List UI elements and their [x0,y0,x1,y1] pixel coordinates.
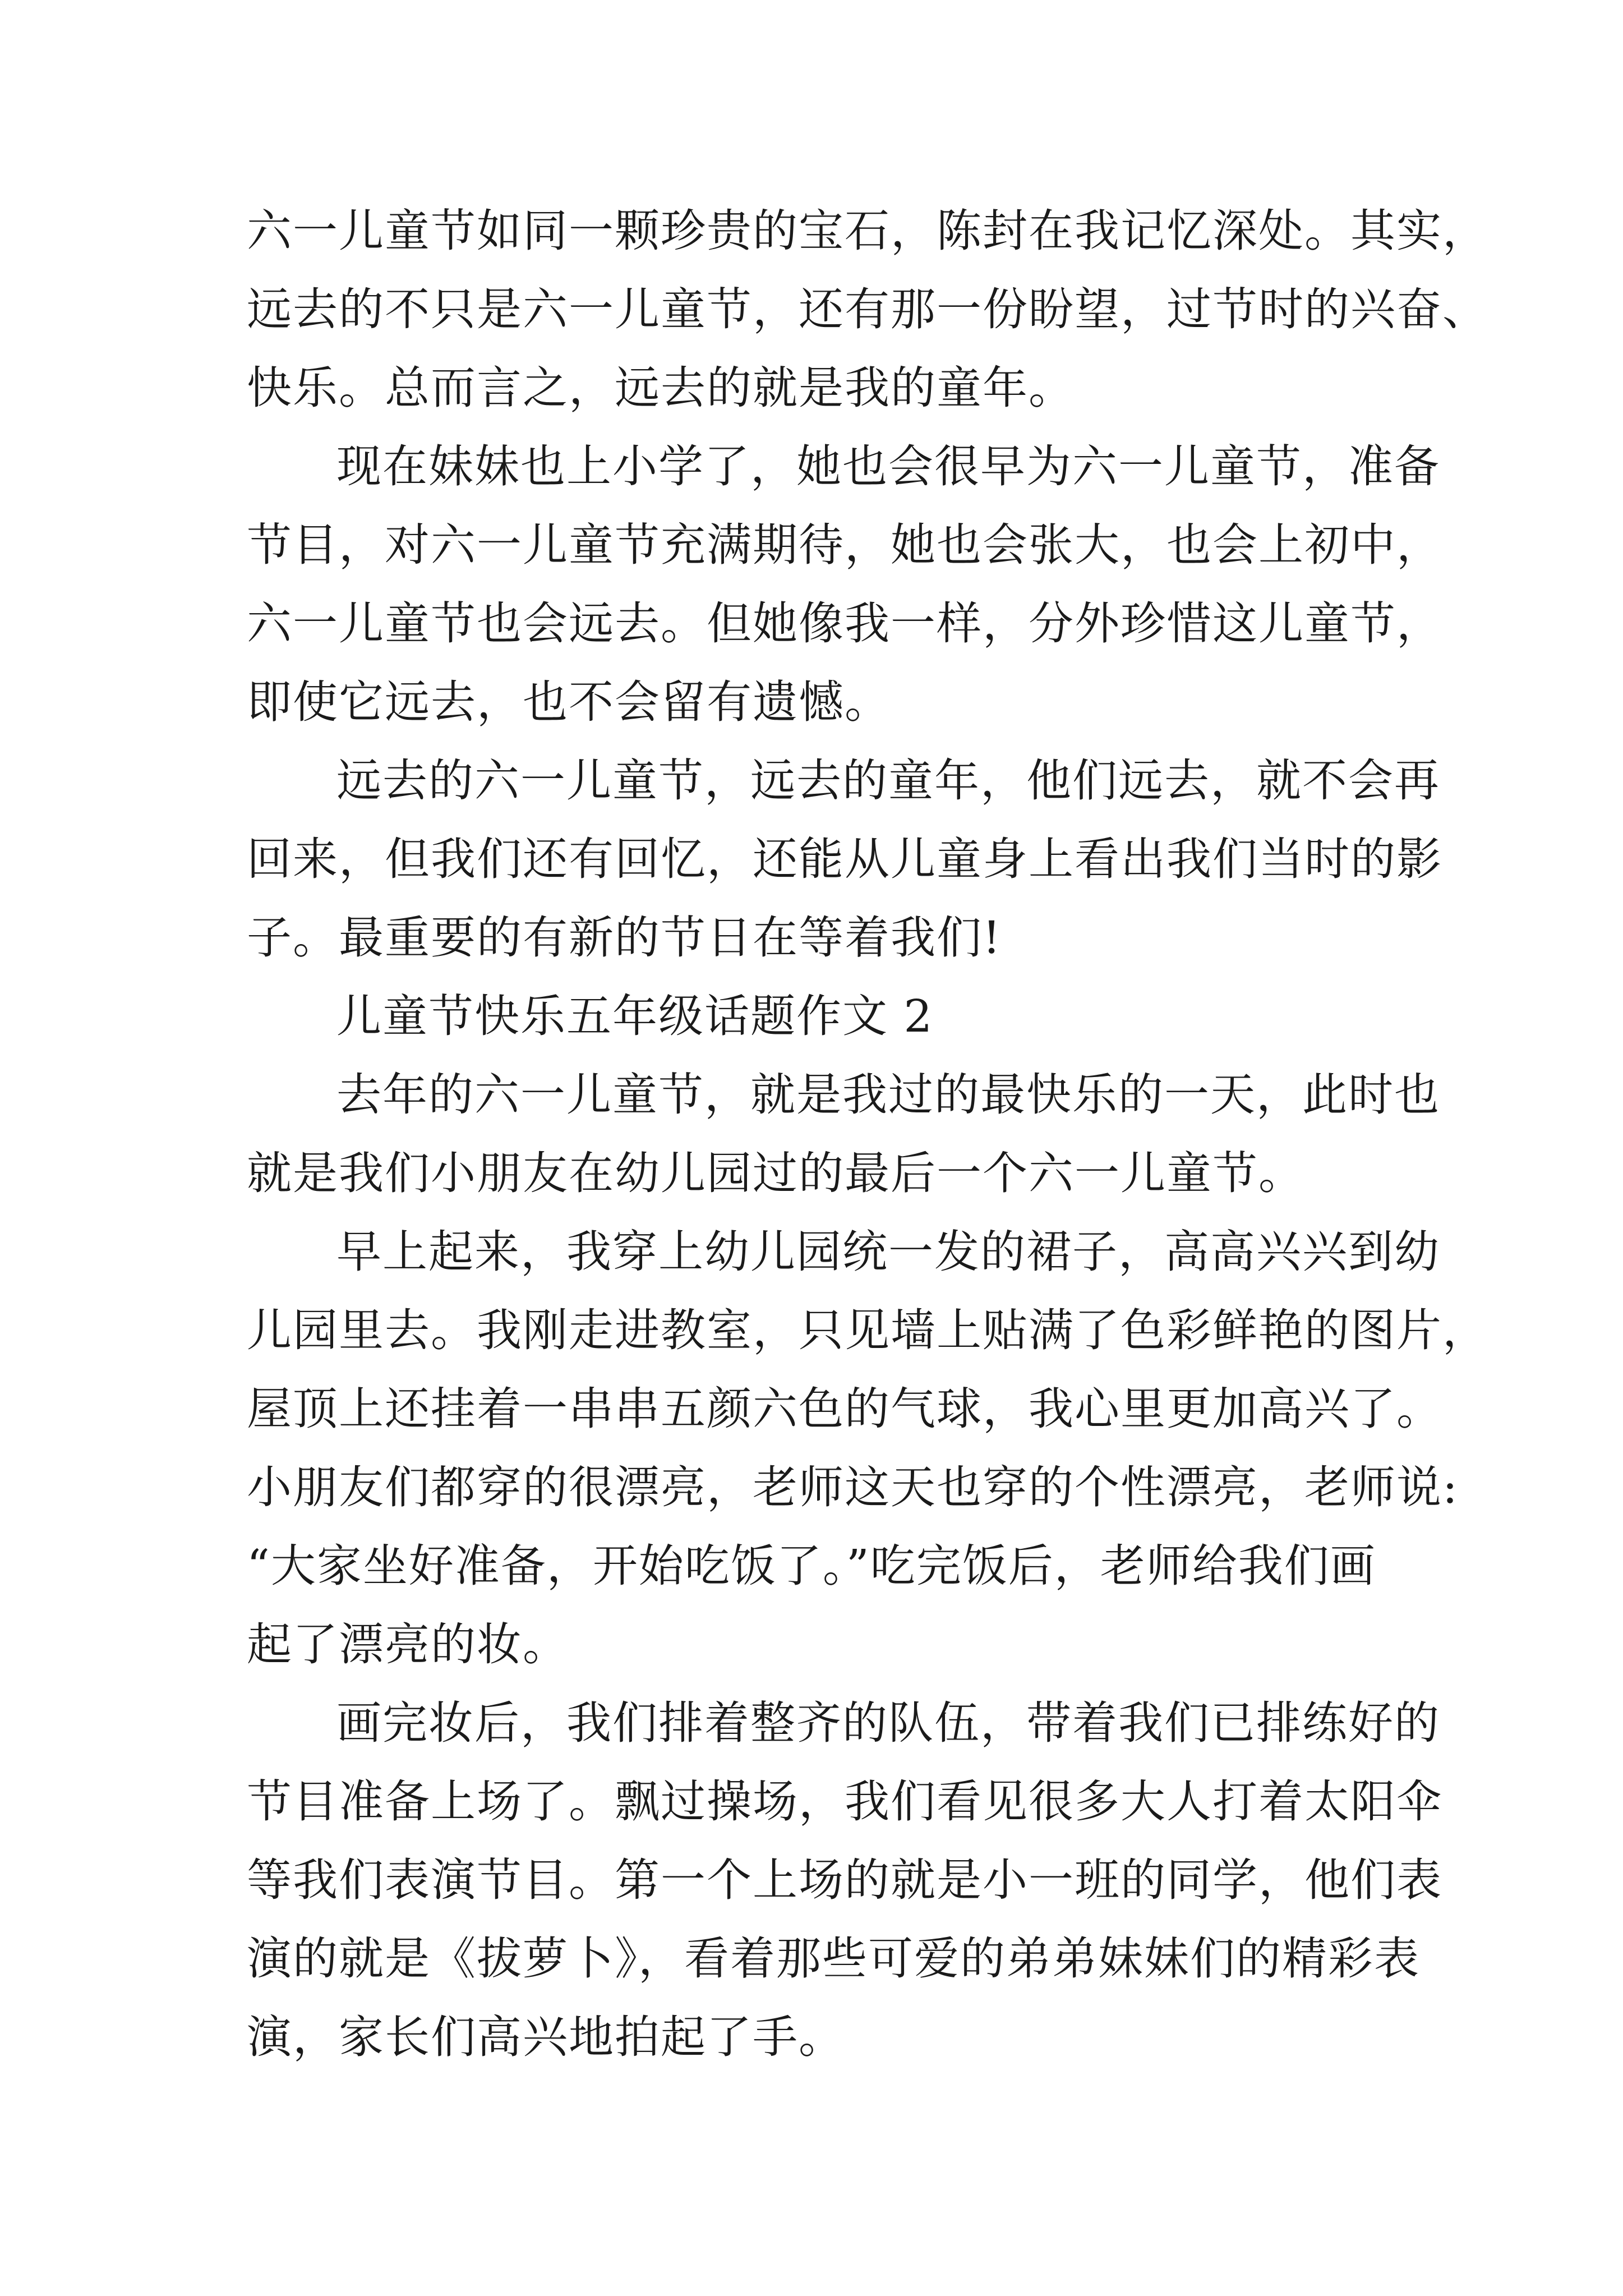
body-text [247,192,1488,2077]
text-line: 起了漂亮的妆。 [247,1618,569,1671]
text-line: 就是我们小朋友在幼儿园过的最后一个六一儿童节。 [247,1147,1304,1199]
text-line: 远去的不只是六一儿童节，还有那一份盼望，过节时的兴奋、 [247,283,1488,335]
text-line: 节目准备上场了。飘过操场，我们看见很多大人打着太阳伞 [247,1775,1442,1828]
text-line: 现在妹妹也上小学了，她也会很早为六一儿童节，准备 [336,440,1440,493]
text-line: 演，家长们高兴地拍起了手。 [247,2011,845,2063]
text-line: 节目，对六一儿童节充满期待，她也会张大，也会上初中， [247,519,1442,571]
text-line: 画完妆后，我们排着整齐的队伍，带着我们已排练好的 [336,1697,1440,1749]
text-line: 六一儿童节如同一颗珍贵的宝石，陈封在我记忆深处。其实， [247,205,1488,257]
text-line: 早上起来，我穿上幼儿园统一发的裙子，高高兴兴到幼 [336,1226,1440,1278]
text-line: 屋顶上还挂着一串串五颜六色的气球，我心里更加高兴了。 [247,1383,1442,1435]
text-line: 儿园里去。我刚走进教室，只见墙上贴满了色彩鲜艳的图片， [247,1304,1488,1356]
text-line: 演的就是《拔萝卜》，看着那些可爱的弟弟妹妹们的精彩表 [247,1932,1420,1985]
section-heading: 儿童节快乐五年级话题作文 2 [336,990,934,1042]
text-line: 小朋友们都穿的很漂亮，老师这天也穿的个性漂亮，老师说: [247,1461,1459,1513]
text-line: 快乐。总而言之，远去的就是我的童年。 [247,362,1075,414]
text-line: 六一儿童节也会远去。但她像我一样，分外珍惜这儿童节， [247,597,1442,650]
text-line: 回来，但我们还有回忆，还能从儿童身上看出我们当时的影 [247,833,1442,885]
text-line: 等我们表演节目。第一个上场的就是小一班的同学，他们表 [247,1854,1442,1906]
text-line: “大家坐好准备，开始吃饭了。”吃完饭后，老师给我们画 [247,1540,1376,1592]
text-line: 去年的六一儿童节，就是我过的最快乐的一天，此时也 [336,1069,1440,1121]
text-line: 远去的六一儿童节，远去的童年，他们远去，就不会再 [336,754,1440,807]
text-line: 即使它远去，也不会留有遗憾。 [247,676,891,728]
text-line: 子。最重要的有新的节日在等着我们! [247,912,1002,964]
